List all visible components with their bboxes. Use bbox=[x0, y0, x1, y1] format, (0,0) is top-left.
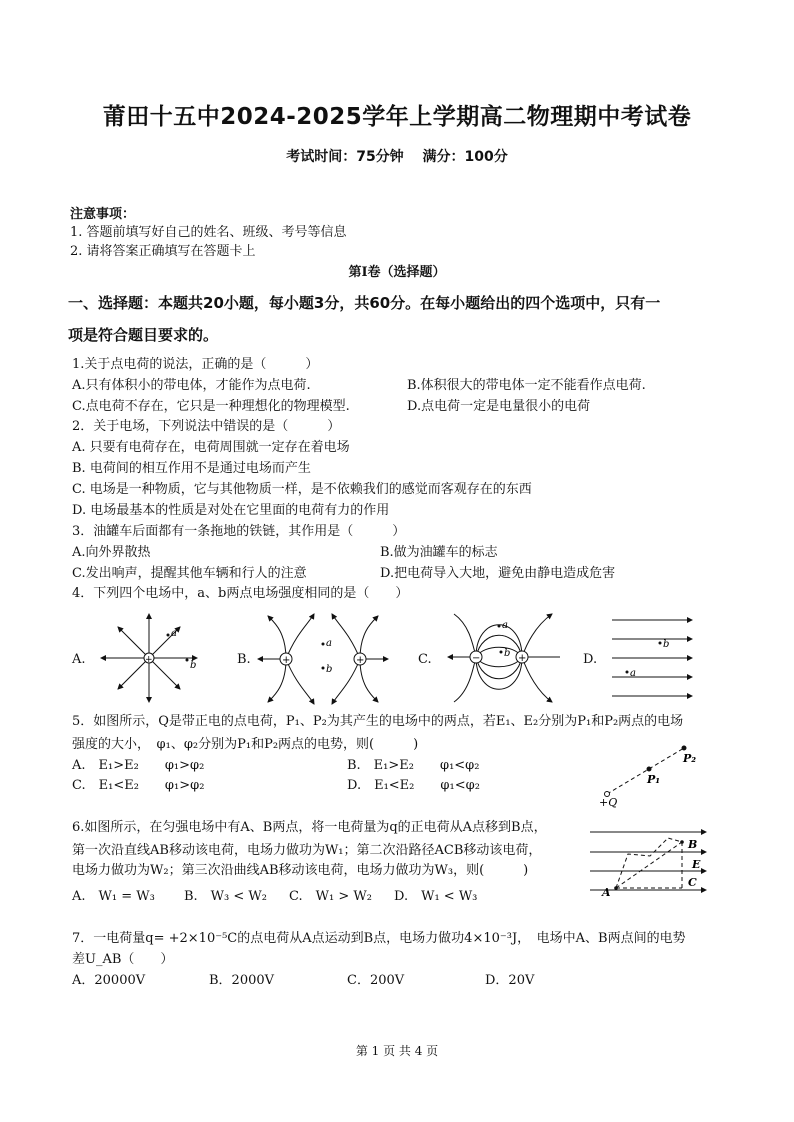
point-a-label: A bbox=[602, 886, 611, 898]
q4-label-c: C. bbox=[418, 652, 432, 667]
q3-option-d: D.把电荷导入大地，避免由静电造成危害 bbox=[380, 566, 616, 581]
q7-option-a: A．20000V bbox=[72, 973, 146, 988]
q4-diagram-a bbox=[96, 610, 202, 706]
positive-charge-sign: + bbox=[282, 655, 291, 666]
point-p1-marker bbox=[647, 767, 652, 772]
point-b-label: b bbox=[190, 660, 197, 671]
exam-info: 考试时间：75分钟 满分：100分 bbox=[286, 149, 508, 165]
positive-charge-sign: + bbox=[518, 653, 527, 664]
q6-option-b: B. W₃ < W₂ bbox=[184, 889, 267, 904]
section-heading-cont: 项是符合题目要求的。 bbox=[68, 326, 219, 344]
q7-option-b: B．2000V bbox=[209, 973, 275, 988]
q2-option-c: C. 电场是一种物质，它与其他物质一样，是不依赖我们的感觉而客观存在的东西 bbox=[72, 482, 532, 497]
q5-stem: 5．如图所示，Q是带正电的点电荷，P₁、P₂为其产生的电场中的两点，若E₁、E₂分别为P₁和P₂两点的电场 bbox=[72, 714, 684, 729]
point-a-marker bbox=[167, 634, 170, 637]
q4-label-d: D. bbox=[583, 652, 598, 667]
q5-option-d: D. E₁<E₂ φ₁<φ₂ bbox=[347, 778, 480, 793]
q6-option-a: A. W₁ = W₃ bbox=[72, 889, 155, 904]
point-b-marker bbox=[322, 667, 325, 670]
q4-label-b: B. bbox=[237, 652, 251, 667]
positive-charge-sign: + bbox=[356, 655, 365, 666]
q4-diagram-b bbox=[256, 612, 390, 706]
q3-option-b: B.做为油罐车的标志 bbox=[380, 545, 498, 560]
part-title: 第I卷（选择题） bbox=[348, 265, 446, 280]
q4-diagram-d bbox=[610, 614, 694, 704]
point-c-label: C bbox=[688, 876, 697, 889]
q1-option-a: A.只有体积小的带电体，才能作为点电荷. bbox=[72, 378, 311, 393]
point-b-label: b bbox=[504, 648, 511, 659]
point-b-label: b bbox=[663, 639, 670, 650]
field-e-label: E bbox=[692, 858, 701, 871]
point-a-label: a bbox=[630, 668, 636, 679]
q7-option-d: D．20V bbox=[485, 973, 535, 988]
q5-option-b: B. E₁>E₂ φ₁<φ₂ bbox=[347, 758, 480, 773]
q6-stem-cont: 电场力做功为W₂；第三次沿曲线AB移动该电荷，电场力做功为W₃，则( ) bbox=[72, 863, 529, 878]
point-a-marker bbox=[614, 886, 618, 890]
q2-option-a: A. 只要有电荷存在，电荷周围就一定存在着电场 bbox=[72, 440, 350, 455]
q3-stem: 3．油罐车后面都有一条拖地的铁链，其作用是（ ） bbox=[72, 524, 406, 539]
q5-option-a: A. E₁>E₂ φ₁>φ₂ bbox=[72, 758, 205, 773]
point-p1-label: P₁ bbox=[647, 773, 661, 786]
point-p2-label: P₂ bbox=[683, 752, 697, 765]
note-item: 2. 请将答案正确填写在答题卡上 bbox=[70, 244, 256, 259]
point-a-label: a bbox=[326, 638, 332, 649]
q1-option-b: B.体积很大的带电体一定不能看作点电荷. bbox=[407, 378, 646, 393]
point-a-label: a bbox=[171, 628, 177, 639]
q3-option-a: A.向外界散热 bbox=[72, 545, 151, 560]
point-a-marker bbox=[498, 625, 501, 628]
q6-diagram bbox=[588, 820, 710, 898]
q5-diagram bbox=[592, 740, 704, 808]
point-b-marker bbox=[680, 840, 684, 844]
page-title: 莆田十五中2024-2025学年上学期高二物理期中考试卷 bbox=[102, 104, 692, 130]
q7-stem-cont: 差U_AB（ ） bbox=[72, 952, 174, 967]
point-p2-marker bbox=[682, 746, 687, 751]
q4-label-a: A. bbox=[72, 652, 86, 667]
q4-stem: 4．下列四个电场中，a、b两点电场强度相同的是（ ） bbox=[72, 586, 409, 601]
q7-stem: 7．一电荷量q= +2×10⁻⁵C的点电荷从A点运动到B点，电场力做功4×10⁻³J， 电场中A、B两点间的电势 bbox=[72, 931, 686, 946]
notes-heading: 注意事项： bbox=[70, 207, 136, 222]
charge-q-label: +Q bbox=[599, 796, 618, 808]
q2-option-b: B. 电荷间的相互作用不是通过电场而产生 bbox=[72, 461, 311, 476]
negative-charge-sign: − bbox=[472, 653, 481, 664]
q6-stem-cont: 第一次沿直线AB移动该电荷，电场力做功为W₁；第二次沿路径ACB移动该电荷， bbox=[72, 843, 542, 858]
q4-diagram-c bbox=[442, 610, 564, 708]
q2-stem: 2．关于电场，下列说法中错误的是（ ） bbox=[72, 419, 341, 434]
point-a-label: a bbox=[502, 620, 508, 631]
point-b-label: b bbox=[326, 664, 333, 675]
point-a-marker bbox=[322, 643, 325, 646]
point-b-marker bbox=[186, 659, 189, 662]
point-b-marker bbox=[659, 642, 662, 645]
point-a-marker bbox=[626, 671, 629, 674]
point-b-label: B bbox=[688, 838, 698, 851]
point-b-marker bbox=[500, 651, 503, 654]
q1-stem: 1.关于点电荷的说法，正确的是（ ） bbox=[72, 357, 319, 372]
q5-stem-cont: 强度的大小， φ₁、φ₂分别为P₁和P₂两点的电势，则( ) bbox=[72, 737, 419, 752]
section-heading: 一、选择题：本题共20小题，每小题3分，共60分。在每小题给出的四个选项中，只有一 bbox=[68, 294, 661, 312]
positive-charge-sign: + bbox=[145, 655, 153, 665]
q1-option-c: C.点电荷不存在，它只是一种理想化的物理模型. bbox=[72, 399, 350, 414]
q6-stem: 6.如图所示，在匀强电场中有A、B两点，将一电荷量为q的正电荷从A点移到B点， bbox=[72, 820, 547, 835]
q5-option-c: C. E₁<E₂ φ₁>φ₂ bbox=[72, 778, 205, 793]
q6-option-c: C. W₁ > W₂ bbox=[289, 889, 372, 904]
note-item: 1. 答题前填写好自己的姓名、班级、考号等信息 bbox=[70, 225, 347, 240]
q2-option-d: D. 电场最基本的性质是对处在它里面的电荷有力的作用 bbox=[72, 503, 390, 518]
page-footer: 第 1 页 共 4 页 bbox=[355, 1044, 439, 1058]
q6-option-d: D. W₁ < W₃ bbox=[394, 889, 478, 904]
q7-option-c: C．200V bbox=[347, 973, 405, 988]
q3-option-c: C.发出响声，提醒其他车辆和行人的注意 bbox=[72, 566, 307, 581]
q1-option-d: D.点电荷一定是电量很小的电荷 bbox=[407, 399, 591, 414]
